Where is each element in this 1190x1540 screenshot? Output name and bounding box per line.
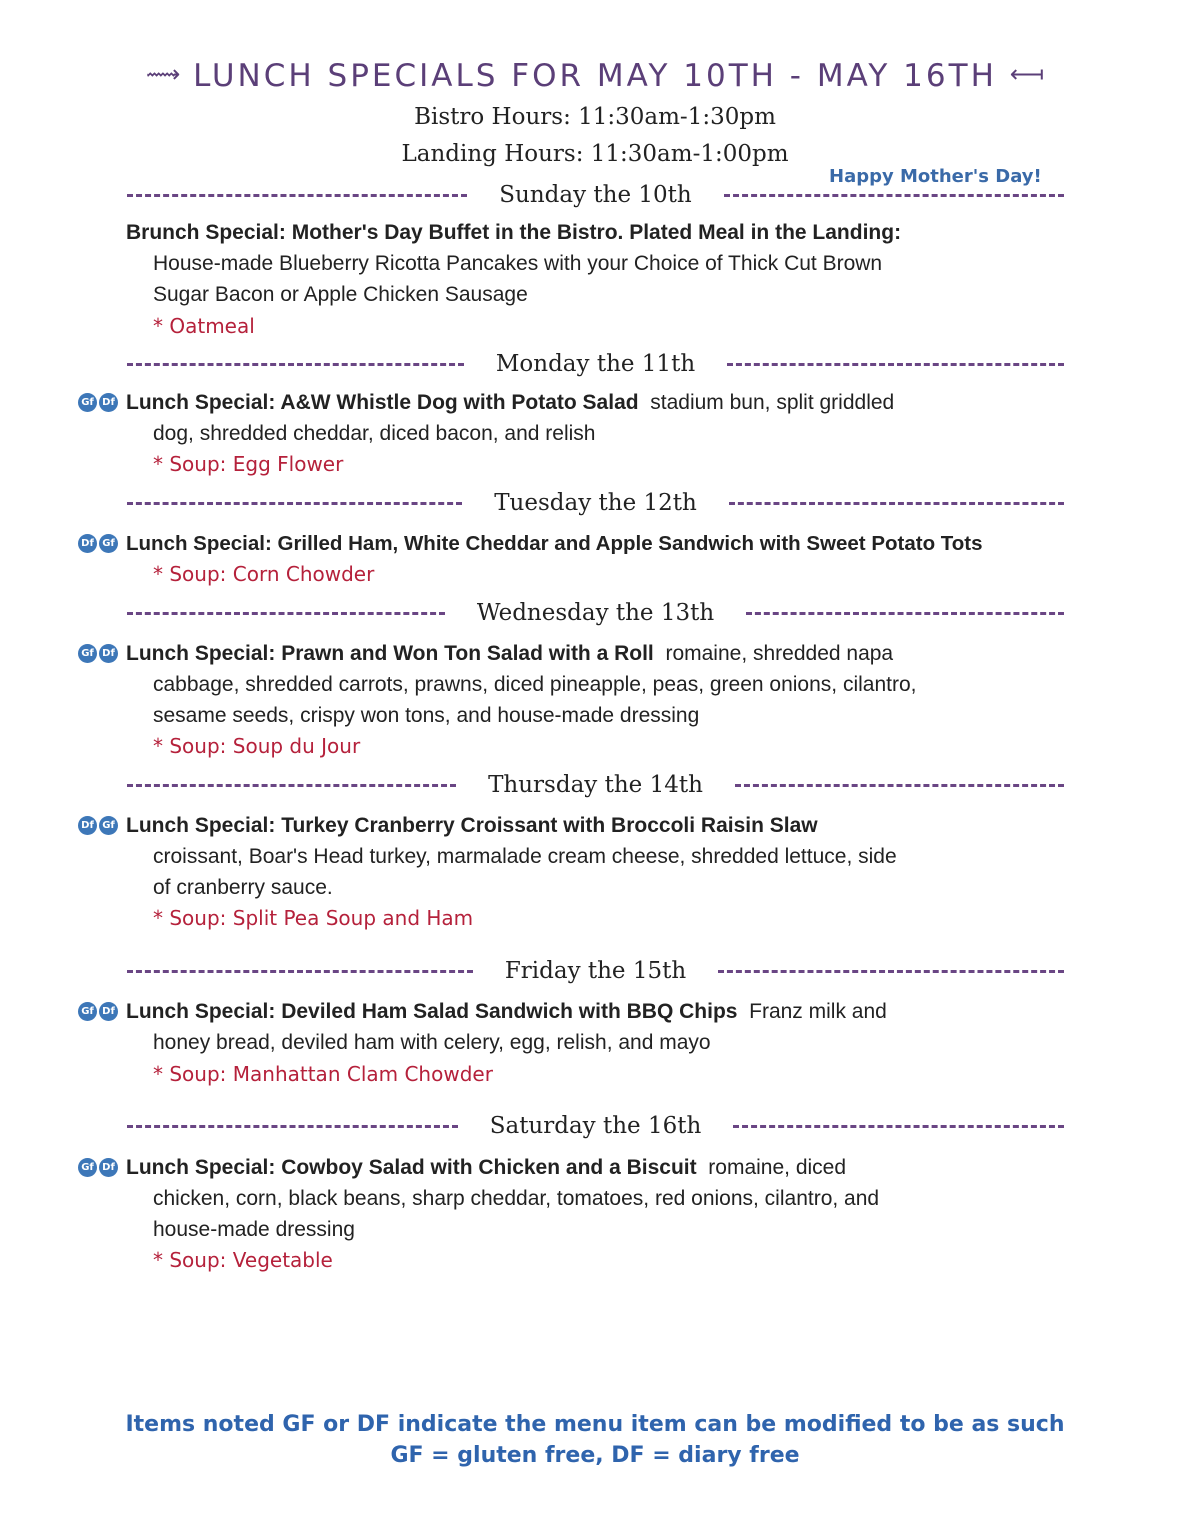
gf-badge-icon: Gf [78, 1158, 97, 1177]
menu-entry-wednesday [126, 638, 1116, 731]
day-label: Monday the 11th [495, 351, 696, 377]
soup-line: * Oatmeal [153, 314, 255, 338]
bistro-hours: Bistro Hours: 11:30am-1:30pm [414, 104, 776, 130]
divider-dash-right [733, 1125, 1064, 1128]
day-divider-friday [127, 956, 1064, 986]
divider-dash-right [727, 363, 1064, 366]
footer-note: Items noted GF or DF indicate the menu item can be modified to be as such [125, 1412, 1065, 1437]
menu-entry-saturday [126, 1152, 1116, 1245]
gf-badge-icon: Gf [78, 1002, 97, 1021]
day-divider-sunday [127, 180, 1064, 210]
special-description: House-made Blueberry Ricotta Pancakes with your Choice of Thick Cut Brown [153, 252, 883, 275]
special-heading: Lunch Special: Grilled Ham, White Cheddar and Apple Sandwich with Sweet Potato Tots [126, 532, 983, 555]
special-heading: Brunch Special: Mother's Day Buffet in the Bistro. Plated Meal in the Landing: [126, 221, 902, 244]
menu-entry-thursday [126, 810, 1116, 903]
df-badge-icon: Df [99, 1002, 118, 1021]
day-divider-thursday [127, 770, 1064, 800]
divider-dash-left [127, 970, 473, 973]
day-label: Tuesday the 12th [494, 490, 697, 516]
special-description: romaine, shredded napa [665, 642, 894, 665]
diet-badges [78, 1158, 118, 1177]
diet-badges [78, 393, 118, 412]
special-description: house-made dressing [153, 1218, 355, 1241]
divider-dash-left [127, 194, 467, 197]
arrow-left-icon: ⟿ [145, 60, 181, 88]
diet-badges [78, 1002, 118, 1021]
day-divider-wednesday [127, 598, 1064, 628]
landing-hours: Landing Hours: 11:30am-1:00pm [401, 141, 789, 167]
diet-badges [78, 534, 118, 553]
divider-dash-right [724, 194, 1064, 197]
day-label: Wednesday the 13th [476, 600, 715, 626]
special-heading: Lunch Special: Deviled Ham Salad Sandwich with BBQ Chips [126, 1000, 738, 1023]
menu-entry-tuesday [126, 528, 1126, 559]
special-description: chicken, corn, black beans, sharp cheddar, tomatoes, red onions, cilantro, and [153, 1187, 880, 1210]
menu-entry-friday [126, 996, 1116, 1058]
soup-line: * Soup: Egg Flower [153, 452, 344, 476]
special-description: cabbage, shredded carrots, prawns, diced pineapple, peas, green onions, cilantro, [153, 673, 917, 696]
footer-legend: GF = gluten free, DF = diary free [390, 1443, 800, 1468]
day-divider-saturday [127, 1111, 1064, 1141]
page-title [0, 58, 1190, 94]
title-text: LUNCH SPECIALS FOR MAY 10TH - MAY 16TH [193, 58, 997, 94]
divider-dash-left [127, 784, 456, 787]
arrow-right-icon: ⟻ [1009, 60, 1045, 88]
mothers-day-note: Happy Mother's Day! [829, 166, 1042, 187]
soup-line: * Soup: Corn Chowder [153, 562, 375, 586]
special-description: Franz milk and [749, 1000, 887, 1023]
divider-dash-left [127, 502, 462, 505]
df-badge-icon: Df [99, 644, 118, 663]
special-description: stadium bun, split griddled [650, 391, 895, 414]
gf-badge-icon: Gf [99, 816, 118, 835]
df-badge-icon: Df [99, 1158, 118, 1177]
divider-dash-right [729, 502, 1064, 505]
diet-badges [78, 816, 118, 835]
day-divider-monday [127, 349, 1064, 379]
divider-dash-left [127, 612, 445, 615]
divider-dash-left [127, 1125, 458, 1128]
soup-line: * Soup: Split Pea Soup and Ham [153, 906, 474, 930]
divider-dash-right [718, 970, 1064, 973]
gf-badge-icon: Gf [99, 534, 118, 553]
special-heading: Lunch Special: A&W Whistle Dog with Potato Salad [126, 391, 639, 414]
soup-line: * Soup: Vegetable [153, 1248, 333, 1272]
special-heading: Lunch Special: Prawn and Won Ton Salad with a Roll [126, 642, 654, 665]
menu-entry-sunday [126, 217, 1116, 310]
special-description: of cranberry sauce. [153, 876, 333, 899]
special-description: croissant, Boar's Head turkey, marmalade cream cheese, shredded lettuce, side [153, 845, 897, 868]
special-description: romaine, diced [708, 1156, 847, 1179]
divider-dash-left [127, 363, 464, 366]
df-badge-icon: Df [78, 816, 97, 835]
day-label: Sunday the 10th [499, 182, 692, 208]
special-description: dog, shredded cheddar, diced bacon, and relish [153, 422, 596, 445]
divider-dash-right [746, 612, 1064, 615]
day-divider-tuesday [127, 488, 1064, 518]
special-description: Sugar Bacon or Apple Chicken Sausage [153, 283, 528, 306]
gf-badge-icon: Gf [78, 393, 97, 412]
soup-line: * Soup: Manhattan Clam Chowder [153, 1062, 493, 1086]
diet-badges [78, 644, 118, 663]
special-description: sesame seeds, crispy won tons, and house-made dressing [153, 704, 700, 727]
day-label: Thursday the 14th [488, 772, 703, 798]
df-badge-icon: Df [78, 534, 97, 553]
day-label: Saturday the 16th [489, 1113, 702, 1139]
special-heading: Lunch Special: Turkey Cranberry Croissant with Broccoli Raisin Slaw [126, 814, 818, 837]
df-badge-icon: Df [99, 393, 118, 412]
divider-dash-right [735, 784, 1064, 787]
gf-badge-icon: Gf [78, 644, 97, 663]
special-heading: Lunch Special: Cowboy Salad with Chicken and a Biscuit [126, 1156, 697, 1179]
special-description: honey bread, deviled ham with celery, egg, relish, and mayo [153, 1031, 711, 1054]
day-label: Friday the 15th [504, 958, 687, 984]
menu-entry-monday [126, 387, 1116, 449]
soup-line: * Soup: Soup du Jour [153, 734, 361, 758]
